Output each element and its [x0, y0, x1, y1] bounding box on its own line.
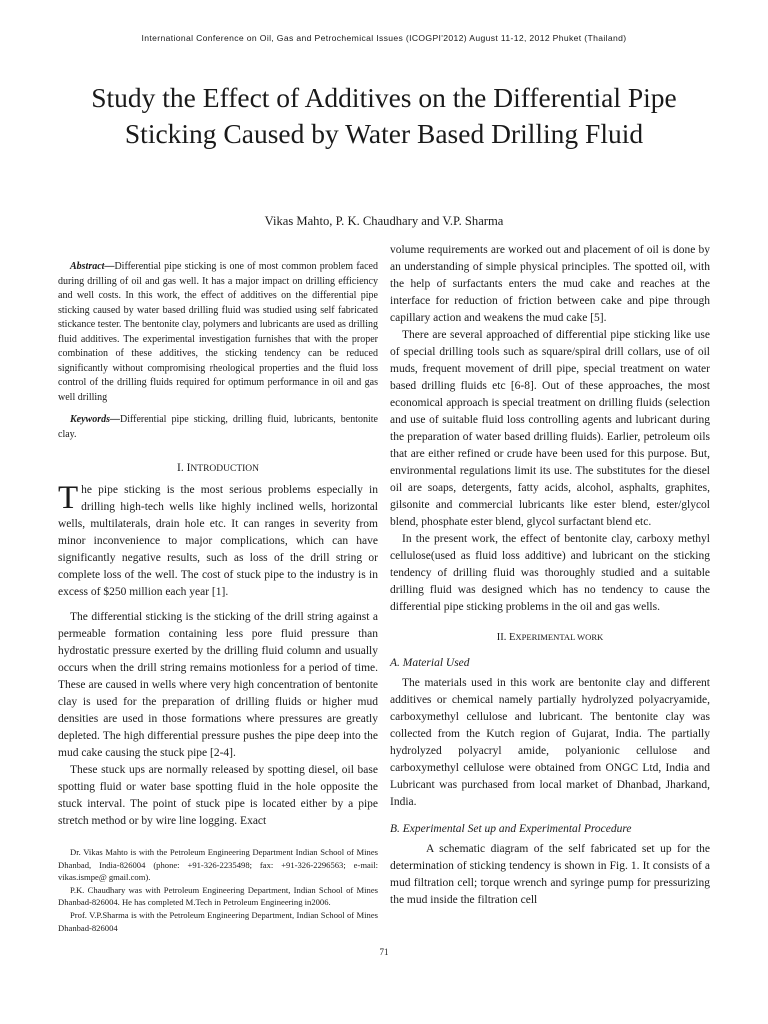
subsection-heading-material: A. Material Used: [390, 657, 470, 669]
right-paragraph-1: volume requirements are worked out and placement of oil is done by an understanding of simple physical principles. The spotted oil, with the help of surfactants enters the mud cake and reaches at the interface for reduction of friction between cake and pipe through capillary action and weakens the mud cake [5].: [390, 244, 710, 324]
keywords-label: Keywords: [70, 414, 110, 425]
abstract-label: Abstract: [70, 261, 105, 272]
footnote: Prof. V.P.Sharma is with the Petroleum Engineering Department, Indian School of Mines Dhanbad-826004: [58, 909, 378, 933]
section-heading-introduction: I. INTRODUCTION: [176, 462, 260, 474]
footnote: P.K. Chaudhary was with Petroleum Engineering Department, Indian School of Mines Dhanbad-826004. He has completed M.Tech in Petroleum Engineering in2006.: [58, 884, 378, 908]
keywords-text: Differential pipe sticking, drilling fluid, lubricants, bentonite clay.: [58, 414, 378, 440]
footnote: Dr. Vikas Mahto is with the Petroleum Engineering Department Indian School of Mines Dhanbad, India-826004 (phone: +91-326-2235498; fax: +91-326-2296563; e-mail: vikas.ismpe@ gmail.com).: [58, 847, 378, 883]
right-paragraph-3: In the present work, the effect of bentonite clay, carboxy methyl cellulose(used as fluid loss additive) and lubricant on the sticking tendency of drilling fluid was thoroughly studied and a suitable drilling fluid was designed which has no tendency to cause the differential pipe sticking problems in the oil and gas wells.: [390, 533, 710, 613]
author-footnotes: [58, 846, 378, 934]
section-heading-experimental: II. EXPERIMENTAL WORK: [496, 632, 604, 643]
drop-cap: T: [58, 480, 79, 516]
setup-paragraph: A schematic diagram of the self fabricated set up for the determination of sticking tendency is shown in Fig. 1. It consists of a mud filtration cell; torque wrench and syringe pump for pressurizing the mud inside the filtration cell: [390, 843, 710, 906]
abstract: [58, 260, 378, 405]
intro-paragraph-1: [58, 482, 378, 601]
abstract-text: Differential pipe sticking is one of most common problem faced during drilling of oil and gas well. It has a major impact on drilling efficiency and well costs. In this work, the effect of additives on the differential pipe sticking caused by water based drilling fluid was studied using self fabricated stickance tester. The bentonite clay, polymers and lubricants are used as drilling fluid additives. The experimental investigation furnishes that with the proper combination of these additives, the sticking tendency can be reduced significantly without compromising rheological properties and the fluid loss control of the drilling fluids required for optimum performance in oil and gas well drilling: [58, 261, 378, 403]
subsection-heading-setup: B. Experimental Set up and Experimental Procedure: [390, 823, 632, 835]
left-column: [58, 242, 378, 934]
page-number: 71: [379, 947, 389, 957]
intro-paragraph-3: These stuck ups are normally released by spotting diesel, oil base spotting fluid or water base spotting fluid in the hole opposite the stuck interval. The point of stuck pipe is located either by a pipe stretch method or by wire line logging. Exact: [58, 764, 378, 827]
right-paragraph-2: There are several approached of differential pipe sticking like use of special drilling tools such as square/spiral drill collars, use of oil muds, frequent movement of drill pipe, special treatment on water based drilling fluids etc [6-8]. Out of these approaches, the most economical approach is special treatment on drilling fluids (selection and use of suitable fluid loss controlling agents and lubricant during the preparation of water based drilling fluids). Earlier, petroleum oils that are either refined or crude have been used for this purpose. But, environmental regulations limit its use. The substitutes for the diesel oil are soaps, detergents, fatty acids, alcohol, asphalts, graphites, gilsonite and commercial lubricants like ester blend, ester/glycol blend, phosphate ester blend, glycol surfactant blend etc.: [390, 329, 710, 528]
conference-header: International Conference on Oil, Gas and Petrochemical Issues (ICOGPI'2012) August 11-12, 2012 Phuket (Thailand): [141, 33, 627, 43]
abstract-dash: —: [104, 261, 115, 272]
intro-paragraph-2: The differential sticking is the sticking of the drill string against a permeable formation containing less pore fluid pressure than hydrostatic pressure exerted by the drilling fluid column and usually occurs when the drill string remains motionless for a period of time. These are caused in wells where very high concentration of bentonite clay is used for the preparation of drilling fluids or higher mud densities are used in those formations where pressures are greatly depleted. The high differential pressure pushes the pipe deep into the mud cake causing the stuck pipe [2-4].: [58, 611, 378, 759]
paper-title: Study the Effect of Additives on the Differential Pipe Sticking Caused by Water Based Drilling Fluid: [91, 82, 677, 149]
material-paragraph: The materials used in this work are bentonite clay and different additives or chemical namely partially hydrolyzed polyacryamide, carboxymethyl cellulose and lubricant. The bentonite clay was collected from the Kutch region of Gujarat, India. The partially hydrolyzed polyacryl amide, polyanionic cellulose and carboxymethyl cellulose were obtained from ONGC Ltd, India and Lubricant was purchased from local market of Dhanbad, Jharkand, India.: [390, 677, 710, 808]
right-column: [390, 242, 710, 909]
keywords: [58, 413, 378, 442]
keywords-dash: —: [110, 414, 120, 425]
intro-paragraph-1-text: he pipe sticking is the most serious problems especially in drilling high-tech wells like highly inclined wells, horizontal wells, multilaterals, drain hole etc. It can ranges in severity from minor inconvenience to major complications, which can have significantly negative results, such as loss of the drill string or complete loss of the well. The cost of stuck pipe to the industry is in excess of $250 million each year [1].: [58, 484, 378, 598]
authors: Vikas Mahto, P. K. Chaudhary and V.P. Sharma: [264, 214, 504, 228]
